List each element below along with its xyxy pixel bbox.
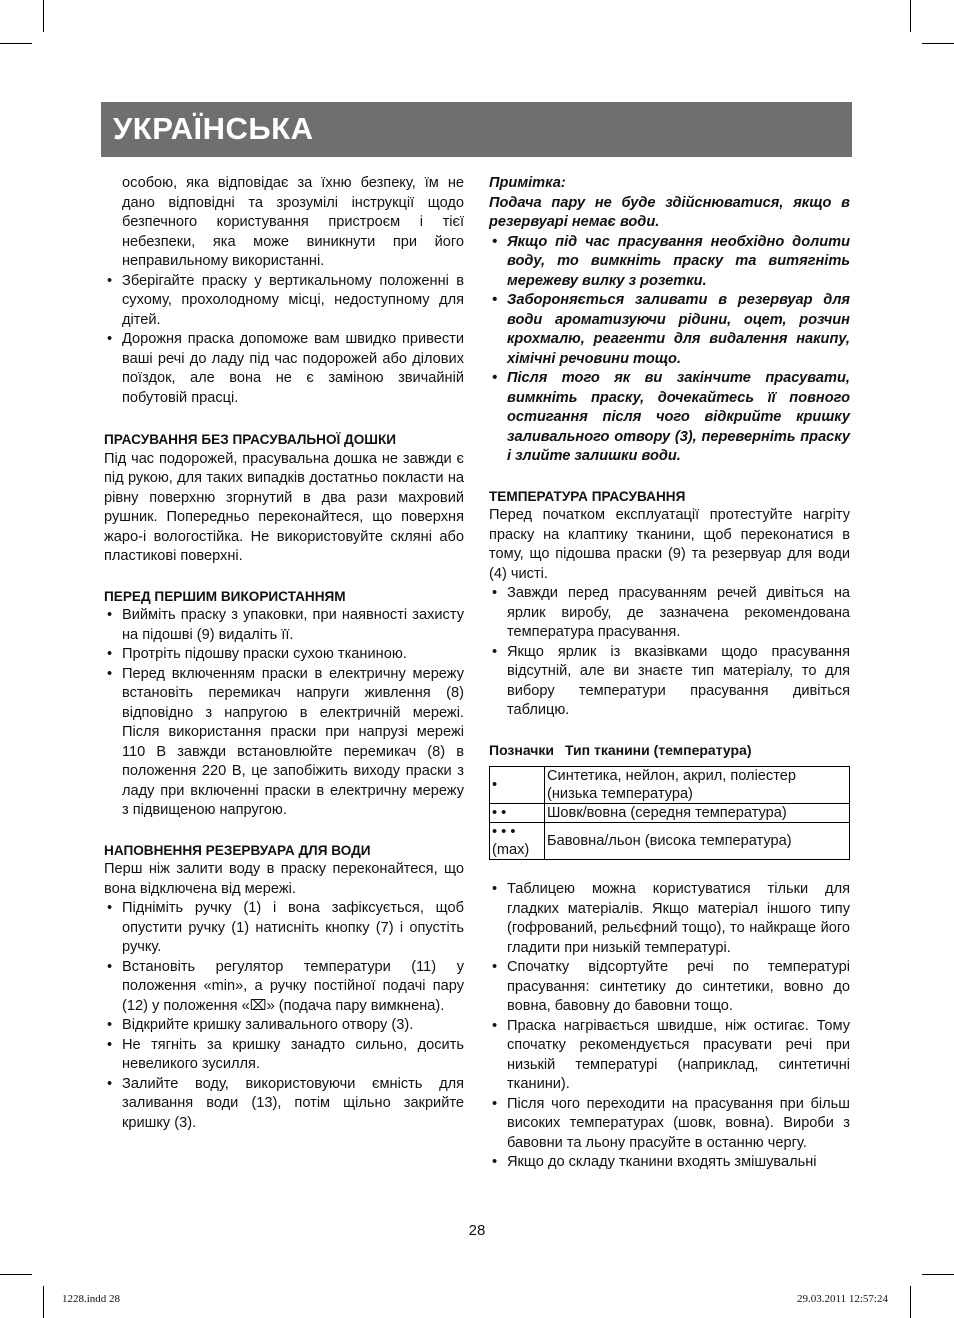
section-heading: НАПОВНЕННЯ РЕЗЕРВУАРА ДЛЯ ВОДИ (104, 842, 371, 858)
list-item: • Спочатку відсортуйте речі по температурі прасування: синтетику до синтетики, вовно до вовна, бавовну до бавовни тощо. (492, 959, 850, 1014)
left-column (104, 174, 464, 1133)
bullet: • (492, 585, 498, 601)
list-item: • Забороняється заливати в резервуар для води ароматизуючи рідини, оцет, розчин крохмалю, реагенти для видалення накипу, хімічні речовини тощо. (492, 292, 850, 367)
intro-bullet-list (104, 272, 464, 409)
bullet: • (107, 607, 113, 623)
table-row (490, 767, 850, 804)
bullet: • (107, 272, 113, 289)
list-item: • Відкрийте кришку заливального отвору (3). (104, 1016, 464, 1036)
list-item: • Залийте воду, використовуючи ємність для заливання води (13), потім щільно закрийте кришку (3). (107, 1075, 464, 1131)
table-cell-fabric: Синтетика, нейлон, акрил, поліестер (низька температура) (545, 767, 850, 804)
crop-mark (910, 0, 911, 32)
section-text: Під час подорожей, прасувальна дошка не завжди є під рукою, для таких випадків достатньо покласти на рівну поверхню згорнутий в два рази махровий рушник. Попередньо переконайтеся, що поверхня жаро-і вологостійка. Не використовуйте скляні або пластикові поверхні. (104, 450, 464, 564)
note-label: Примітка: (489, 175, 566, 191)
section-bullet-list (489, 584, 850, 721)
note-text: Подача пару не буде здійснюватися, якщо в резервуарі немає води. (489, 194, 850, 230)
intro-continuation: особою, яка відповідає за їхню безпеку, їм не дано відповідні та зрозумілі інструкції щодо безпечного користування пристроєм і тієї небезпеки, яка може виникнути при його неправильному використанні. (122, 175, 464, 269)
table-cell-symbol (490, 823, 545, 860)
list-item: • Якщо ярлик із вказівками щодо прасування відсутній, але ви знаєте тип матеріалу, то для вибору температури прасування дивіться таблицю. (492, 643, 850, 718)
note-bullet-list (489, 233, 850, 467)
bullet: • (492, 1095, 498, 1112)
crop-mark (43, 1286, 44, 1318)
table-cell-fabric: Бавовна/льон (висока температура) (545, 823, 850, 860)
section-heading: ПРАСУВАННЯ БЕЗ ПРАСУВАЛЬНОЇ ДОШКИ (104, 432, 397, 447)
after-table-bullet-list (489, 880, 850, 1173)
bullet: • (492, 643, 498, 660)
page-number: 28 (468, 1222, 486, 1239)
crop-mark (43, 0, 44, 32)
bullet: • (107, 646, 113, 662)
symbol-max: (max) (492, 842, 530, 858)
table-row (490, 823, 850, 860)
bullet: • (492, 959, 498, 975)
crop-mark (910, 1286, 911, 1318)
bullet: • (492, 1154, 498, 1170)
temperature-table (489, 766, 850, 860)
bullet: • (107, 665, 113, 682)
list-item: • Протріть підошву праски сухою тканиною. (104, 645, 464, 665)
list-item: • Таблицею можна користуватися тільки для гладких матеріалів. Якщо матеріал іншого типу (гофрований, рельєфний тощо), то найкраще його гладити при низькій температурі. (492, 881, 850, 956)
list-item: • Праска нагрівається швидше, ніж остигає. Тому спочатку рекомендується прасувати речі при низькій температурі (наприклад, синтетичні тканини). (492, 1017, 850, 1092)
crop-mark (922, 1274, 954, 1275)
table-cell-symbol: • (490, 767, 545, 804)
bullet: • (107, 1036, 113, 1053)
right-column (489, 174, 850, 1173)
list-item: • Зберігайте праску у вертикальному положенні в сухому, прохолодному місці, недоступному для дітей. (107, 272, 464, 328)
bullet: • (107, 331, 113, 347)
crop-mark (0, 1274, 32, 1275)
crop-mark (922, 43, 954, 44)
bullet: • (492, 233, 498, 250)
bullet: • (107, 958, 113, 975)
language-banner (101, 102, 852, 157)
table-legend (489, 741, 850, 761)
bullet: • (492, 1017, 498, 1034)
table-row (490, 804, 850, 823)
section-heading: ТЕМПЕРАТУРА ПРАСУВАННЯ (489, 488, 686, 504)
list-item: • Після того як ви закінчите прасувати, вимкніть праску, дочекайтесь її повного остигання після чого відкрийте кришку заливального отвору (3), переверніть праску і злийте залишки води. (492, 370, 850, 464)
list-item: • Не тягніть за кришку занадто сильно, досить невеликого зусилля. (107, 1036, 464, 1072)
list-item: • Після чого переходити на прасування при більш високих температурах (шовк, вовна). Вироби з бавовни та льону прасуйте в останню чергу. (492, 1095, 850, 1151)
section-text: Перш ніж залити воду в праску переконайтеся, що вона відключена від мережі. (104, 861, 464, 897)
table-cell-fabric: Шовк/вовна (середня температура) (545, 804, 850, 823)
bullet: • (107, 1075, 113, 1092)
bullet: • (107, 900, 113, 916)
banner-title: УКРАЇНСЬКА (113, 111, 314, 146)
bullet: • (492, 881, 498, 897)
list-item: • Перед включенням праски в електричну мережу встановіть перемикач напруги живлення (8) відповідно з напругою в електричній мережі. Після використання праски при напрузі мережі 110 В завжди встановлюйте перемикач (8) в положення 220 В, це запобіжить виходу праски з ладу при включенні праски в електричну мережу з підвищеною напругою. (107, 665, 464, 818)
list-item: • Якщо до складу тканини входять змішувальні (489, 1153, 850, 1173)
bullet: • (492, 292, 498, 308)
table-col-symbols: Позначки (489, 741, 555, 758)
section-text: Перед початком експлуатації протестуйте нагріту праску на клаптику тканини, щоб переконатися в тому, що підошва праски (9) та резервуар для води (4) чисті. (489, 507, 850, 582)
list-item: • Підніміть ручку (1) і вона зафіксується, щоб опустити ручку (1) натисніть кнопку (7) і опустіть ручку. (107, 900, 464, 955)
list-item: • Дорожня праска допоможе вам швидко привести ваші речі до ладу під час подорожей або ділових поїздок, але вона не є заміною звичайній побутовій прасці. (107, 331, 464, 406)
bullet: • (492, 370, 498, 386)
footer-date: 29.03.2011 12:57:24 (797, 1293, 888, 1305)
footer-file: 1228.indd 28 (62, 1293, 121, 1305)
list-item: • Вийміть праску з упаковки, при наявності захисту на підошві (9) видаліть її. (107, 607, 464, 643)
section-bullet-list (104, 606, 464, 821)
section-heading: ПЕРЕД ПЕРШИМ ВИКОРИСТАННЯМ (104, 588, 346, 604)
section-bullet-list (104, 899, 464, 1133)
list-item: • Якщо під час прасування необхідно долити воду, то вимкніть праску та витягніть мережеву вилку з розетки. (492, 233, 850, 289)
list-item: • Встановіть регулятор температури (11) у положення «min», а ручку постійної подачі пару (12) у положення «⌧» (подача пару вимкнена). (107, 958, 464, 1014)
list-item: • Завжди перед прасуванням речей дивіться на ярлик виробу, де зазначена рекомендована температура прасування. (492, 585, 850, 640)
table-cell-symbol: • • (490, 804, 545, 823)
table-col-fabric: Тип тканини (температура) (565, 741, 752, 758)
crop-mark (0, 43, 32, 44)
bullet: • (107, 1017, 113, 1033)
symbol-dots: • • • (492, 824, 516, 840)
